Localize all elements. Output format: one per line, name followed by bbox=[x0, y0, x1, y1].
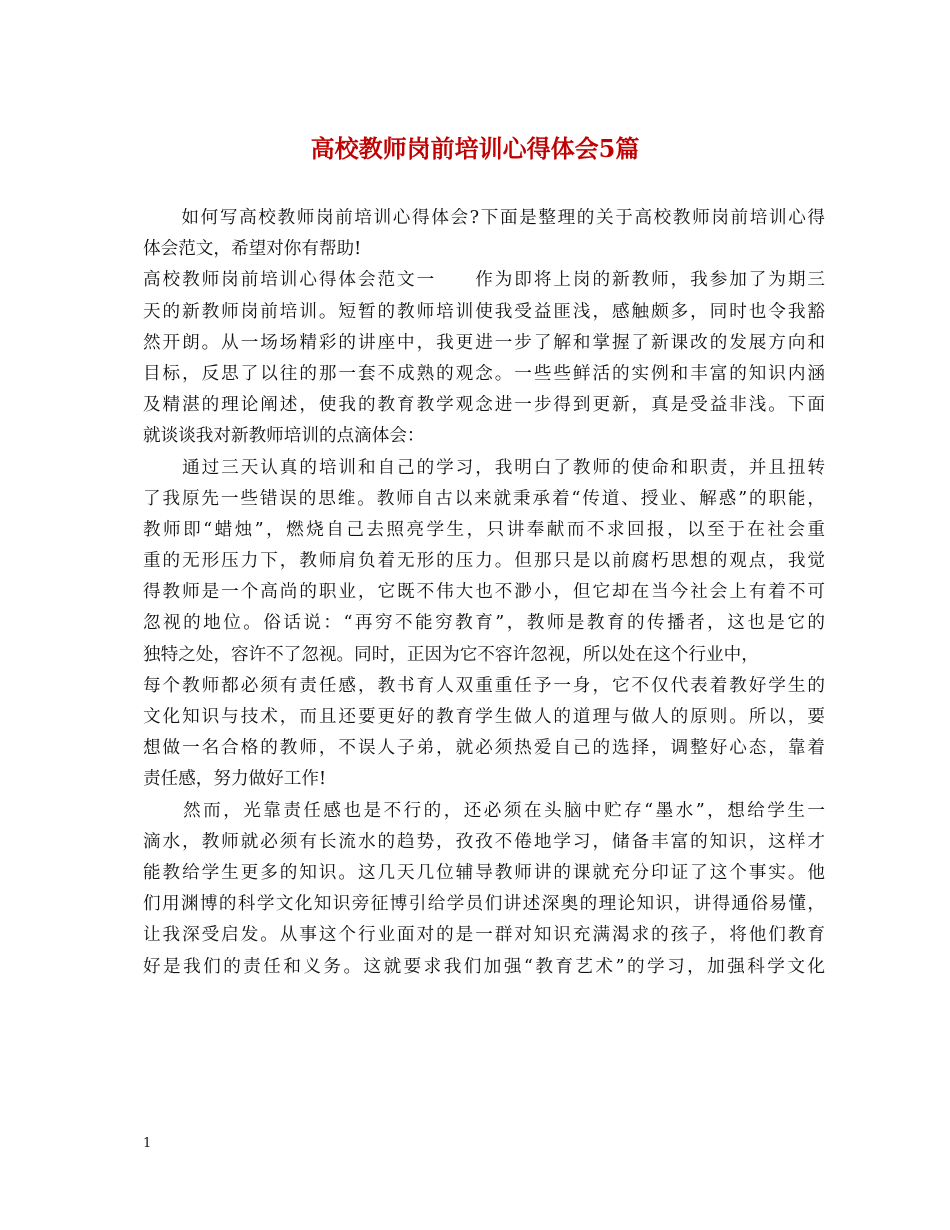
body-text-line: 就谈谈我对新教师培训的点滴体会： bbox=[143, 426, 425, 447]
body-text-line: 了我原先一些错误的思维。教师自古以来就秉承着“传道、授业、解惑”的职能， bbox=[143, 488, 825, 509]
body-text-line: 重的无形压力下，教师肩负着无形的压力。但那只是以前腐朽思想的观点，我觉 bbox=[143, 551, 825, 572]
body-text-line: 通过三天认真的培训和自己的学习，我明白了教师的使命和职责，并且扭转 bbox=[143, 457, 825, 478]
body-text-line: 然开朗。从一场场精彩的讲座中，我更进一步了解和掌握了新课改的发展方向和 bbox=[143, 332, 825, 353]
body-text-line: 体会范文，希望对你有帮助! bbox=[143, 239, 362, 260]
body-text-line: 教师即“蜡烛”，燃烧自己去照亮学生，只讲奉献而不求回报，以至于在社会重 bbox=[143, 519, 825, 540]
body-text-line: 们用渊博的科学文化知识旁征博引给学员们讲述深奥的理论知识，讲得通俗易懂， bbox=[143, 894, 825, 915]
body-text-line: 想做一名合格的教师，不误人子弟，就必须热爱自己的选择，调整好心态，靠着 bbox=[143, 738, 825, 759]
body-text-line: 责任感，努力做好工作! bbox=[143, 769, 327, 790]
body-text-line: 及精湛的理论阐述，使我的教育教学观念进一步得到更新，真是受益非浅。下面 bbox=[143, 395, 825, 416]
body-text-line: 天的新教师岗前培训。短暂的教师培训使我受益匪浅，感触颇多，同时也令我豁 bbox=[143, 301, 825, 322]
body-text-line: 然而，光靠责任感也是不行的，还必须在头脑中贮存“墨水”，想给学生一 bbox=[143, 800, 825, 821]
body-text-line: 滴水，教师就必须有长流水的趋势，孜孜不倦地学习，储备丰富的知识，这样才 bbox=[143, 831, 825, 852]
body-text-line: 目标，反思了以往的那一套不成熟的观念。一些些鲜活的实例和丰富的知识内涵 bbox=[143, 363, 825, 384]
body-text-line: 如何写高校教师岗前培训心得体会?下面是整理的关于高校教师岗前培训心得 bbox=[143, 208, 825, 228]
body-text-line: 忽视的地位。俗话说：“再穷不能穷教育”，教师是教育的传播者，这也是它的 bbox=[143, 613, 825, 634]
body-text-line: 独特之处，容许不了忽视。同时，正因为它不容许忽视，所以处在这个行业中， bbox=[143, 644, 759, 665]
body-text-line: 每个教师都必须有责任感，教书育人双重重任予一身，它不仅代表着教好学生的 bbox=[143, 675, 825, 696]
body-text-line: 好是我们的责任和义务。这就要求我们加强“教育艺术”的学习，加强科学文化 bbox=[143, 956, 825, 977]
document-body bbox=[143, 203, 825, 983]
body-text-line: 能教给学生更多的知识。这几天几位辅导教师讲的课就充分印证了这个事实。他 bbox=[143, 862, 825, 883]
body-text-line: 让我深受启发。从事这个行业面对的是一群对知识充满渴求的孩子，将他们教育 bbox=[143, 925, 825, 946]
page-title: 高校教师岗前培训心得体会5篇 bbox=[310, 134, 640, 163]
body-text-line: 得教师是一个高尚的职业，它既不伟大也不渺小，但它却在当今社会上有着不可 bbox=[143, 582, 825, 603]
page-number: 1 bbox=[143, 1136, 152, 1151]
body-text-line: 文化知识与技术，而且还要更好的教育学生做人的道理与做人的原则。所以，要 bbox=[143, 707, 825, 727]
body-text-line: 高校教师岗前培训心得体会范文一 作为即将上岗的新教师，我参加了为期三 bbox=[143, 270, 825, 291]
